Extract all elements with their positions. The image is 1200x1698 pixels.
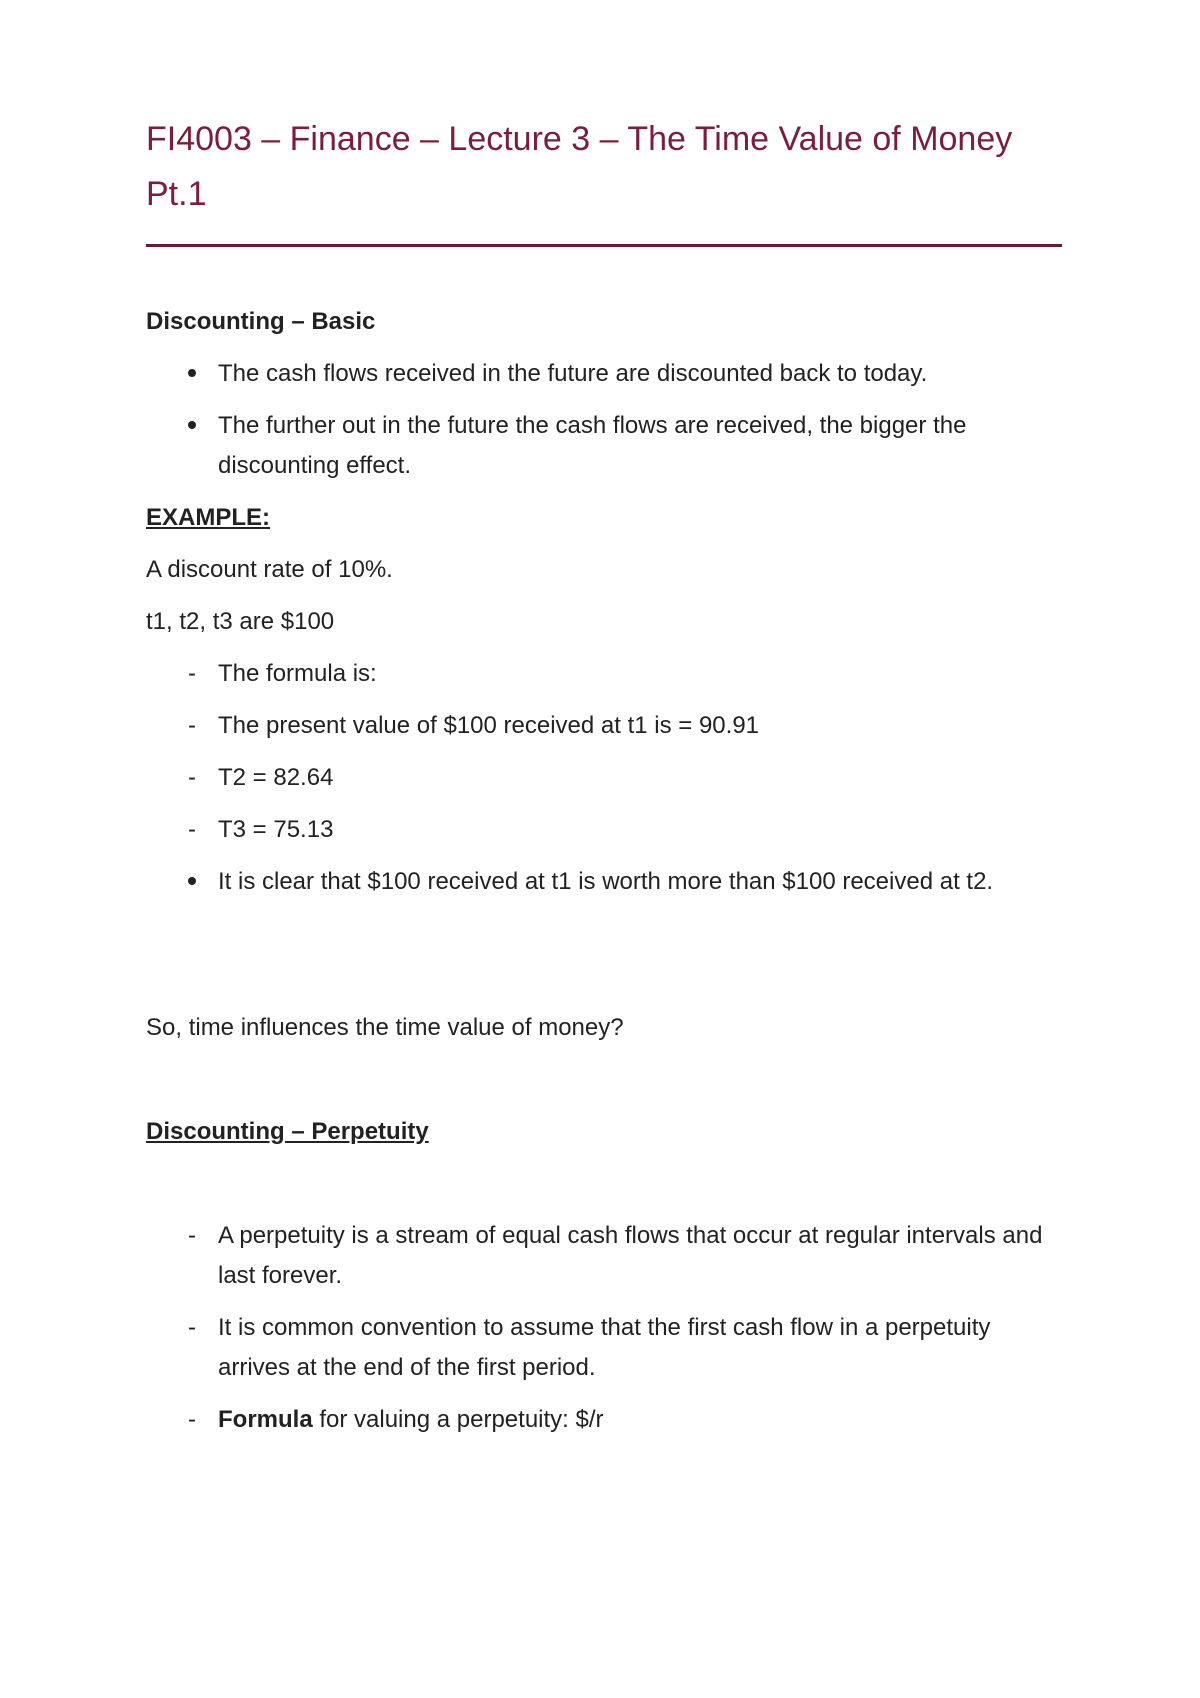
section-heading-perpetuity: Discounting – Perpetuity xyxy=(146,1118,429,1145)
list-item-text: T3 = 75.13 xyxy=(218,816,334,843)
dash-marker: - xyxy=(188,660,196,687)
list-item-text: The formula is: xyxy=(218,660,377,687)
dash-marker: - xyxy=(188,764,196,791)
list-item-text: The further out in the future the cash flows are received, the bigger the discounting effect. xyxy=(218,412,967,479)
dash-marker: - xyxy=(188,1314,196,1341)
list-item-text: A perpetuity is a stream of equal cash flows that occur at regular intervals and last forever. xyxy=(218,1222,1043,1289)
list-item-text: The cash flows received in the future are discounted back to today. xyxy=(218,360,928,387)
list-item-text: It is common convention to assume that the first cash flow in a perpetuity arrives at the end of the first period. xyxy=(218,1314,991,1381)
list-item-text: The present value of $100 received at t1 is = 90.91 xyxy=(218,712,760,739)
bullet-icon xyxy=(182,354,202,394)
title-divider xyxy=(146,244,1062,247)
formula-label: Formula xyxy=(218,1406,313,1433)
question-line: So, time influences the time value of money? xyxy=(146,1014,624,1041)
example-rate-line: A discount rate of 10%. xyxy=(146,556,393,583)
page-title: FI4003 – Finance – Lecture 3 – The Time Value of Money Pt.1 xyxy=(146,120,1013,213)
dash-marker: - xyxy=(188,816,196,843)
bullet-icon xyxy=(182,862,202,902)
dash-marker: - xyxy=(188,1406,196,1433)
formula-text: for valuing a perpetuity: $/r xyxy=(312,1406,604,1433)
list-item-text: T2 = 82.64 xyxy=(218,764,334,791)
example-cash-line: t1, t2, t3 are $100 xyxy=(146,608,335,635)
list-item-text: It is clear that $100 received at t1 is worth more than $100 received at t2. xyxy=(218,868,994,895)
formula-line xyxy=(218,1400,1062,1440)
section-heading-basic: Discounting – Basic xyxy=(146,308,376,335)
dash-marker: - xyxy=(188,1222,196,1249)
bullet-icon xyxy=(182,406,202,446)
example-label: EXAMPLE: xyxy=(146,504,271,531)
dash-marker: - xyxy=(188,712,196,739)
